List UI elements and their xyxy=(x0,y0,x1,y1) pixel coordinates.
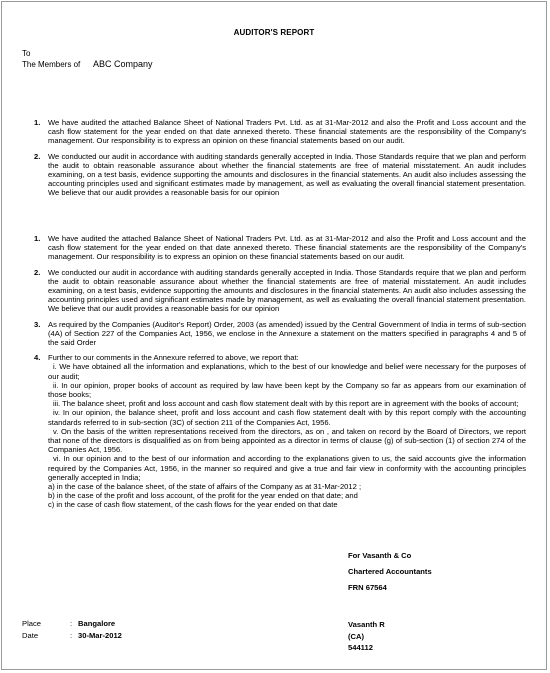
firm-name: For Vasanth & Co xyxy=(348,551,412,560)
to-label: To xyxy=(22,49,31,58)
item-text: We conducted our audit in accordance with auditing standards generally accepted in India. Those Standards require that we plan and perform the audit to obtain reasonable assurance about whether the financial statements are free of material misstatement. An audit includes examining, on a test basis, evidence supporting the amounts and disclosures in the financial statements. An audit also includes assessing the accounting principles used and significant estimates made by management, as well as evaluating the overall financial statement presentation. We believe that our audit provides a reasonable basis for our opinion xyxy=(48,151,526,198)
report-point: v. On the basis of the written representations received from the directors, as on , and taken on record by the Board of Directors, we report that none of the directors is disqualified as on from being appointed as a director in terms of clause (g) of sub-section (1) of section 274 of the Companies Act, 1956. xyxy=(48,426,526,455)
report-subpoint: a) in the case of the balance sheet, of the state of affairs of the Company as at 31-Mar-2012 ; xyxy=(48,482,362,492)
item-number: 2. xyxy=(34,151,41,161)
item-text: We conducted our audit in accordance with auditing standards generally accepted in India. Those Standards require that we plan and perform the audit to obtain reasonable assurance about whether the financial statements are free of material misstatement. An audit includes examining, on a test basis, evidence supporting the amounts and disclosures in the financial statements. An audit also includes assessing the accounting principles used and significant estimates made by management, as well as evaluating the overall financial statement presentation. We believe that our audit provides a reasonable basis for our opinion xyxy=(48,267,526,314)
place-value: Bangalore xyxy=(78,619,116,628)
place-colon: : xyxy=(70,619,73,628)
report-point: i. We have obtained all the information and explanations, which to the best of our knowledge and belief were necessary for the purposes of our audit; xyxy=(48,362,526,381)
date-label: Date xyxy=(22,631,39,640)
firm-designation: Chartered Accountants xyxy=(348,567,432,576)
company-name: ABC Company xyxy=(93,59,153,69)
firm-registration: FRN 67564 xyxy=(348,583,387,592)
item-text: As required by the Companies (Auditor's Report) Order, 2003 (as amended) issued by the Central Government of India in terms of sub-section (4A) of Section 227 of the Companies Act, 1956, we enclose in the Annexure a statement on the matters specified in paragraphs 4 and 5 of the said Order xyxy=(48,319,526,348)
report-point: iii. The balance sheet, profit and loss account and cash flow statement dealt with by this report are in agreement with the books of account; xyxy=(53,399,519,409)
place-label: Place xyxy=(22,619,41,628)
report-title: AUDITOR'S REPORT xyxy=(233,28,315,37)
item-text: We have audited the attached Balance Sheet of National Traders Pvt. Ltd. as at 31-Mar-2012 and also the Profit and Loss account and the cash flow statement for the year ended on that date annexed thereto. These financial statements are the responsibility of the Company's management. Our responsibility is to express an opinion on these financial statements based on our audit. xyxy=(48,234,526,262)
date-value: 30-Mar-2012 xyxy=(78,631,122,640)
item-number: 1. xyxy=(34,234,41,243)
report-point: vi. In our opinion and to the best of our information and according to the explanations given to us, the said accounts give the information required by the Companies Act, 1956, in the manner so required and give a true and fair view in conformity with the accounting principles generally accepted in India; xyxy=(48,454,526,482)
signatory-role: (CA) xyxy=(348,632,365,641)
list-item xyxy=(34,353,526,509)
item-number: 2. xyxy=(34,267,41,277)
report-point: ii. In our opinion, proper books of account as required by law have been kept by the Company so far as appears from our examination of those books; xyxy=(48,380,526,400)
report-subpoint: c) in the case of cash flow statement, of the cash flows for the year ended on that date xyxy=(48,500,338,510)
item-number: 3. xyxy=(34,319,41,329)
list-item xyxy=(34,320,526,348)
report-page xyxy=(1,1,547,670)
opinion-block-2 xyxy=(34,234,526,510)
date-colon: : xyxy=(70,631,73,640)
item-intro: Further to our comments in the Annexure referred to above, we report that: xyxy=(48,353,299,363)
list-item xyxy=(34,118,526,146)
item-number: 4. xyxy=(34,353,41,363)
list-item xyxy=(34,268,526,314)
members-label: The Members of xyxy=(22,60,81,69)
item-number: 1. xyxy=(34,118,41,127)
item-text: We have audited the attached Balance Sheet of National Traders Pvt. Ltd. as at 31-Mar-2012 and also the Profit and Loss account and the cash flow statement for the year ended on that date annexed thereto. These financial statements are the responsibility of the Company's management. Our responsibility is to express an opinion on these financial statements based on our audit. xyxy=(48,118,526,146)
opinion-block-1 xyxy=(34,118,526,198)
report-subpoint: b) in the case of the profit and loss account, of the profit for the year ended on that date; and xyxy=(48,491,358,501)
signatory-name: Vasanth R xyxy=(348,620,385,629)
report-point: iv. In our opinion, the balance sheet, profit and loss account and cash flow statement dealt with by this report comply with the accounting standards referred to in sub-section (3C) of section 211 of the Companies Act, 1956. xyxy=(48,408,526,427)
membership-number: 544112 xyxy=(348,643,373,652)
list-item xyxy=(34,234,526,262)
list-item xyxy=(34,152,526,198)
